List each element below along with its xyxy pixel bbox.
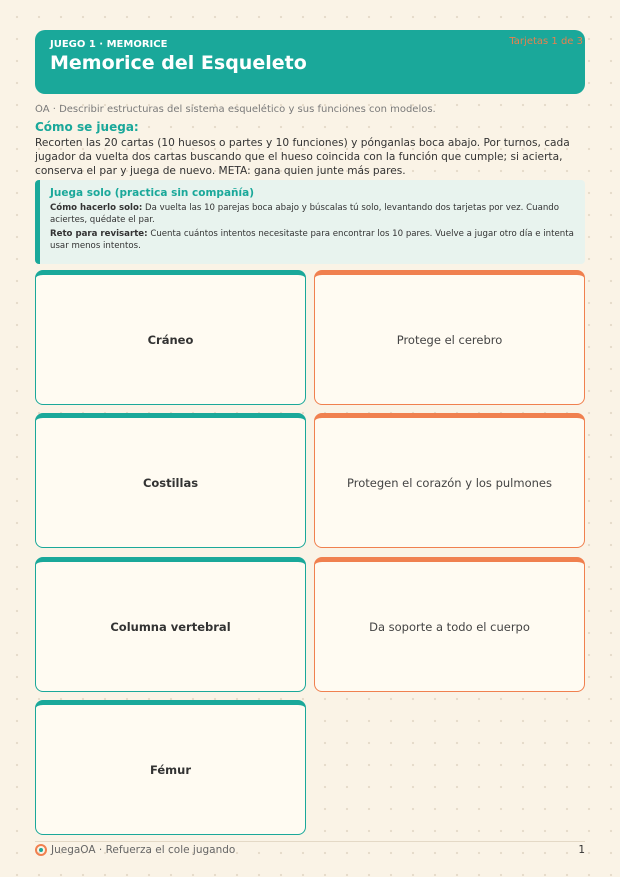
solo-how [50, 202, 575, 226]
card-function[interactable]: Protegen el corazón y los pulmones [314, 413, 585, 548]
solo-challenge [50, 228, 575, 252]
footer [35, 844, 235, 856]
card-function[interactable]: Protege el cerebro [314, 270, 585, 405]
footer-divider [35, 841, 585, 842]
solo-challenge-text: Cuenta cuántos intentos necesitaste para encontrar los 10 pares. Vuelve a jugar otro día e intenta usar menos intentos. [50, 229, 574, 251]
solo-challenge-label: Reto para revisarte: [50, 229, 148, 239]
game-tag: JUEGO 1 · MEMORICE [50, 39, 168, 50]
logo-icon [35, 844, 47, 856]
page-number: 1 [578, 844, 585, 856]
solo-title: Juega solo (practica sin compañía) [50, 187, 254, 199]
solo-how-label: Cómo hacerlo solo: [50, 203, 143, 213]
how-to-play-text: Recorten las 20 cartas (10 huesos o partes y 10 funciones) y pónganlas boca abajo. Por turnos, cada jugador da vuelta dos cartas buscando que el hueso coincida con la función que cumple; si acierta, conserva el par y juega de nuevo. META: gana quien junte más pares. [35, 137, 570, 177]
footer-brand: JuegaOA · Refuerza el cole jugando [51, 844, 236, 856]
card-function[interactable]: Da soporte a todo el cuerpo [314, 557, 585, 692]
learning-objective: OA · Describir estructuras del sistema esquelético y sus funciones con modelos. [35, 104, 436, 115]
cards-page-label: Tarjetas 1 de 3 [509, 36, 583, 47]
card-bone[interactable]: Fémur [35, 700, 306, 835]
card-bone[interactable]: Costillas [35, 413, 306, 548]
how-to-play-title: Cómo se juega: [35, 120, 139, 134]
card-bone[interactable]: Columna vertebral [35, 557, 306, 692]
solo-play-box [35, 180, 585, 264]
solo-how-text: Da vuelta las 10 parejas boca abajo y búscalas tú solo, levantando dos tarjetas por vez. Cuando aciertes, quédate el par. [50, 203, 560, 225]
card-bone[interactable]: Cráneo [35, 270, 306, 405]
game-header [35, 30, 585, 94]
page-title: Memorice del Esqueleto [50, 52, 307, 74]
